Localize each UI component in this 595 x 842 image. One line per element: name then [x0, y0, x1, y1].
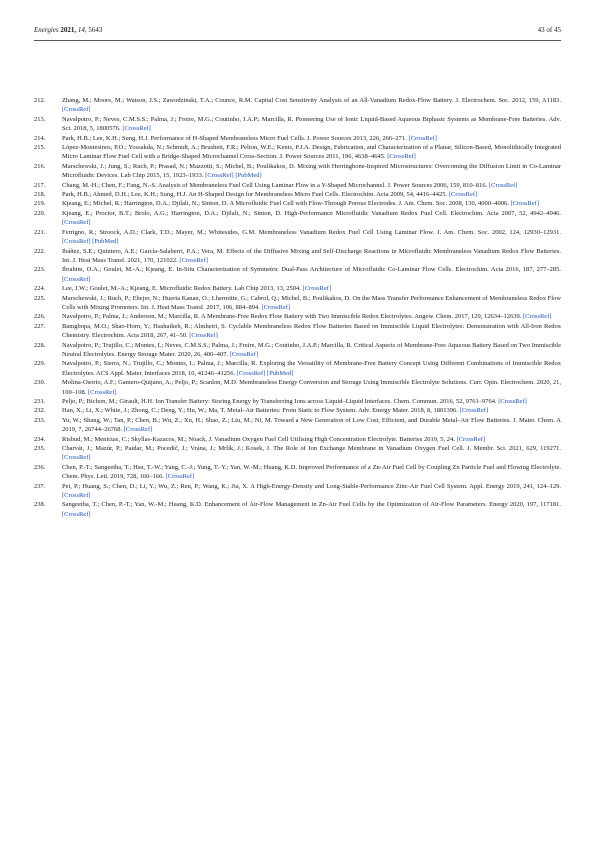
- reference-item: [34, 359, 561, 378]
- reference-text: Molina-Osorio, A.F.; Gamero-Quijano, A.; Peljo, P.; Scanlon, M.D. Membraneless Energy Conversion and Storage Using Immiscible Electrolyte Solutions. Curr. Opin. Electrochem. 2020, 21, 100–108.: [62, 379, 561, 396]
- reference-text: Ferrigno, R.; Stroock, A.D.; Clark, T.D.; Mayer, M.; Whitesides, G.M. Membraneless Vanadium Redox Fuel Cell Using Laminar Flow. J. Am. Chem. Soc. 2002, 124, 12930–12931.: [62, 228, 561, 236]
- reference-number: 213.: [34, 115, 46, 123]
- reference-number: 234.: [34, 435, 46, 443]
- crossref-link[interactable]: [CrossRef]: [408, 134, 437, 142]
- crossref-link[interactable]: [CrossRef]: [165, 473, 195, 481]
- reference-text: Ibrahim, O.A.; Goulet, M.-A.; Kjeang, E. In-Situ Characterization of Symmetric Dual-Pass Architecture of Microfluidic Co-Laminar Flow Cells. Electrochim. Acta 2016, 187, 277–285.: [62, 266, 561, 274]
- crossref-link[interactable]: [CrossRef]: [229, 350, 259, 358]
- reference-number: 223.: [34, 266, 46, 274]
- crossref-link[interactable]: [CrossRef]: [488, 181, 518, 189]
- reference-item: [34, 435, 561, 444]
- reference-number: 212.: [34, 97, 46, 104]
- reference-number: 219.: [34, 200, 46, 208]
- reference-text: Risbud, M.; Menictas, C.; Skyllas-Kazacos, M.; Noack, J. Vanadium Oxygen Fuel Cell Utilising High Concentration Electrolyte. Batteries 2019, 5, 24.: [62, 435, 455, 443]
- crossref-link[interactable]: [CrossRef]: [261, 303, 291, 311]
- crossref-link[interactable]: [CrossRef]: [459, 407, 489, 415]
- reference-item: [34, 463, 561, 482]
- reference-number: 225.: [34, 294, 46, 302]
- crossref-link[interactable]: [CrossRef]: [523, 313, 552, 321]
- crossref-link[interactable]: [CrossRef]: [62, 219, 91, 227]
- reference-number: 221.: [34, 228, 46, 236]
- reference-number: 231.: [34, 398, 46, 405]
- reference-text: Ibáñez, S.E.; Quintero, A.E.; García-Salaberri, P.A.; Vera, M. Effects of the Diffusive Mixing and Self-Discharge Reactions in Microfluidic Membraneless Vanadium Redox Flow Batteries. Int. J. Heat Mass Transf. 2021, 170, 121022.: [62, 247, 561, 264]
- reference-item: [34, 378, 561, 397]
- journal-name: Energies: [34, 26, 59, 34]
- crossref-link[interactable]: [CrossRef]: [62, 238, 91, 246]
- crossref-link[interactable]: [CrossRef]: [123, 426, 153, 434]
- journal-citation: [34, 24, 102, 36]
- reference-item: [34, 96, 561, 115]
- pubmed-link[interactable]: [PubMed]: [235, 172, 262, 180]
- reference-number: 222.: [34, 247, 46, 255]
- crossref-link[interactable]: [CrossRef]: [62, 492, 91, 500]
- crossref-link[interactable]: [CrossRef]: [62, 106, 91, 114]
- reference-item: [34, 228, 561, 247]
- crossref-link[interactable]: [CrossRef]: [62, 454, 91, 462]
- reference-text: Zhang, M.; Moore, M.; Watson, J.S.; Zawodzinski, T.A.; Counce, R.M. Capital Cost Sensitivity Analysis of an All-Vanadium Redox-Flow Battery. J. Electrochem. Soc. 2012, 159, A1183.: [62, 97, 561, 104]
- reference-text: Marschewski, J.; Jung, S.; Ruch, P.; Prasad, N.; Mazzotti, S.; Michel, B.; Poulikakos, D. Mixing with Herringbone-Inspired Microstructures: Overcoming the Diffusion Limit in Co-Laminar Microfluidic Devices. Lab Chip 2015, 15, 1923–1933.: [62, 162, 561, 180]
- reference-item: [34, 190, 561, 199]
- reference-text: Lee, J.W.; Goulet, M.-A.; Kjeang, E. Microfluidic Redox Battery. Lab Chip 2013, 13, 2504.: [62, 285, 301, 293]
- journal-volume: 14,: [77, 26, 87, 34]
- reference-number: 224.: [34, 285, 46, 293]
- reference-number: 229.: [34, 360, 46, 368]
- crossref-link[interactable]: [CrossRef]: [62, 275, 91, 283]
- reference-number: 227.: [34, 322, 46, 330]
- reference-item: [34, 322, 561, 341]
- crossref-link[interactable]: [CrossRef]: [498, 398, 527, 405]
- crossref-link[interactable]: [CrossRef]: [236, 369, 266, 377]
- reference-item: [34, 341, 561, 360]
- crossref-link[interactable]: [CrossRef]: [510, 200, 539, 208]
- reference-number: 237.: [34, 482, 46, 490]
- header-rule: [34, 40, 561, 41]
- reference-text: Navalpotro, P.; Sierra, N.; Trujillo, C.; Montes, I.; Palma, J.; Marcilla, R. Exploring the Versatility of Membrane-Free Battery Concept Using Different Combinations of Immiscible Redox Electrolytes. ACS Appl. Mater. Interfaces 2018, 10, 41246–41256.: [62, 360, 561, 377]
- reference-number: 230.: [34, 379, 46, 387]
- crossref-link[interactable]: [CrossRef]: [122, 125, 151, 133]
- reference-text: Pei, P.; Huang, S.; Chen, D.; Li, Y.; Wu, Z.; Ren, P.; Wang, K.; Jia, X. A High-Energy-Density and Long-Stable-Performance Zinc-Air Fuel Cell System. Appl. Energy 2019, 241, 124–129.: [62, 482, 561, 490]
- reference-text: Park, H.B.; Lee, K.H.; Sung, H.J. Performance of H-Shaped Membraneless Micro Fuel Cells. J. Power Sources 2013, 226, 266–271.: [62, 134, 407, 142]
- reference-item: [34, 312, 561, 321]
- reference-text: Navalpotro, P.; Palma, J.; Anderson, M.; Marcilla, R. A Membrane-Free Redox Flow Battery with Two Immiscible Redox Electrolytes. Angew. Chem. 2017, 129, 12634–12639.: [62, 313, 522, 321]
- crossref-link[interactable]: [CrossRef]: [179, 256, 208, 264]
- reference-number: 233.: [34, 416, 46, 424]
- pubmed-link[interactable]: [PubMed]: [266, 369, 294, 377]
- crossref-link[interactable]: [CrossRef]: [302, 285, 332, 293]
- reference-list: [34, 96, 561, 519]
- reference-item: [34, 162, 561, 181]
- crossref-link[interactable]: [CrossRef]: [205, 172, 234, 180]
- reference-text: Navalpotro, P.; Neves, C.M.S.S.; Palma, J.; Freire, M.G.; Coutinho, J.A.P.; Marcilla, R. Pioneering Use of Ionic Liquid-Based Aqueous Biphasic Systems as Membrane-Free Batteries. Adv. Sci. 2018, 5, 1800576.: [62, 115, 561, 133]
- reference-text: López-Montesinos, P.O.; Yossakda, N.; Schmidt, A.; Brushett, F.R.; Pelton, W.E.; Kenis, P.J.A. Design, Fabrication, and Characterization of a Planar, Silicon-Based, Monolithically Integrated Micro Laminar Flow Fuel Cell with a Bridge-Shaped Microchannel Cross-Section. J. Power Sources 2011, 196, 4638–4645.: [62, 144, 561, 161]
- reference-number: 235.: [34, 445, 46, 453]
- reference-item: [34, 199, 561, 208]
- reference-text: Park, H.B.; Ahmed, D.H.; Lee, K.H.; Sung, H.J. An H-Shaped Design for Membraneless Micro Fuel Cells. Electrochim. Acta 2009, 54, 4416–4425.: [62, 191, 448, 199]
- reference-item: [34, 134, 561, 143]
- reference-number: 217.: [34, 181, 46, 189]
- reference-number: 226.: [34, 313, 46, 321]
- reference-item: [34, 115, 561, 134]
- page-number: 43 of 45: [537, 26, 561, 34]
- crossref-link[interactable]: [CrossRef]: [456, 435, 486, 443]
- pubmed-link[interactable]: [PubMed]: [92, 238, 119, 246]
- reference-text: Peljo, P.; Bichon, M.; Girault, H.H. Ion Transfer Battery: Storing Energy by Transferring Ions across Liquid–Liquid Interfaces. Chem. Commun. 2016, 52, 9761–9764.: [62, 398, 497, 405]
- reference-number: 220.: [34, 209, 46, 217]
- reference-text: Navalpotro, P.; Trujillo, C.; Montes, I.; Neves, C.M.S.S.; Palma, J.; Freire, M.G.; Coutinho, J.A.P.; Marcilla, R. Critical Aspects of Membrane-Free Aqueous Battery Based on Two Immiscible Neutral Electrolytes. Energy Storage Mater. 2020, 26, 400–407.: [62, 341, 561, 358]
- reference-text: Bamgbopa, M.O.; Shao-Horn, Y.; Hashaikeh, R.; Almheiri, S. Cyclable Membraneless Redox Flow Batteries Based on Immiscible Liquid Electrolytes: Demonstration with All-Iron Redox Chemistry. Electrochim. Acta 2018, 267, 41–50.: [62, 322, 561, 340]
- reference-number: 236.: [34, 463, 46, 471]
- crossref-link[interactable]: [CrossRef]: [62, 510, 91, 518]
- reference-item: [34, 406, 561, 415]
- article-number: 5643: [88, 26, 103, 34]
- crossref-link[interactable]: [CrossRef]: [448, 191, 478, 199]
- reference-text: Kjeang, E.; Michel, R.; Harrington, D.A.; Djilali, N.; Sinton, D. A Microfluidic Fuel Cell with Flow-Through Porous Electrodes. J. Am. Chem. Soc. 2008, 130, 4000–4006.: [62, 200, 509, 208]
- crossref-link[interactable]: [CrossRef]: [88, 388, 117, 396]
- reference-item: [34, 416, 561, 435]
- reference-item: [34, 500, 561, 519]
- crossref-link[interactable]: [CrossRef]: [387, 153, 416, 161]
- reference-item: [34, 294, 561, 313]
- crossref-link[interactable]: [CrossRef]: [189, 332, 218, 340]
- reference-text: Marschewski, J.; Ruch, P.; Ebejer, N.; Huerta Kanan, O.; Lhermitte, G.; Cabrol, Q.; Michel, B.; Poulikakos, D. On the Mass Transfer Performance Enhancement of Membraneless Redox Flow Cells with Mixing Promoters. Int. J. Heat Mass Transf. 2017, 106, 884–894.: [62, 294, 561, 311]
- reference-text: Han, X.; Li, X.; White, J.; Zhong, C.; Deng, Y.; Hu, W.; Ma, T. Metal–Air Batteries: From Static to Flow System. Adv. Energy Mater. 2018, 8, 1801396.: [62, 407, 458, 415]
- reference-number: 228.: [34, 341, 46, 349]
- reference-item: [34, 482, 561, 501]
- reference-item: [34, 444, 561, 463]
- reference-number: 214.: [34, 134, 46, 142]
- reference-text: Chang, M.-H.; Chen, F.; Fang, N.-S. Analysis of Membraneless Fuel Cell Using Laminar Flow in a Y-Shaped Microchannel. J. Power Sources 2006, 159, 810–816.: [62, 181, 488, 189]
- reference-number: 218.: [34, 191, 46, 199]
- journal-year: 2021,: [60, 26, 77, 34]
- reference-text: Yu, W.; Shang, W.; Tan, P.; Chen, B.; Wu, Z.; Xu, H.; Shao, Z.; Liu, M.; Ni, M. Toward a New Generation of Low Cost, Efficient, and Durable Metal–Air Flow Batteries. J. Mater. Chem. A 2019, 7, 26744–26768.: [62, 416, 561, 434]
- reference-item: [34, 397, 561, 406]
- reference-text: Charvát, J.; Mazúr, P.; Paidar, M.; Pocedič, J.; Vrána, J.; Mrlík, J.; Kosek, J. The Role of Ion Exchange Membrane in Vanadium Oxygen Fuel Cell. J. Membr. Sci. 2021, 629, 119271.: [62, 445, 561, 453]
- reference-item: [34, 265, 561, 284]
- reference-item: [34, 284, 561, 293]
- reference-number: 232.: [34, 407, 46, 415]
- reference-number: 216.: [34, 162, 46, 170]
- reference-text: Kjeang, E.; Proctor, B.T.; Brolo, A.G.; Harrington, D.A.; Djilali, N.; Sinton, D. High-Performance Microfluidic Vanadium Redox Fuel Cell. Electrochim. Acta 2007, 52, 4942–4946.: [62, 209, 561, 217]
- reference-item: [34, 209, 561, 228]
- reference-item: [34, 247, 561, 266]
- reference-item: [34, 181, 561, 190]
- reference-number: 238.: [34, 501, 46, 509]
- reference-text: Sangeetha, T.; Chen, P.-T.; Yan, W.-M.; Huang, K.D. Enhancement of Air-Flow Management in Zn-Air Fuel Cells by the Optimization of Air-Flow Parameters. Energy 2020, 197, 117181.: [62, 501, 561, 509]
- reference-text: Chen, P.-T.; Sangeetha, T.; Hsu, T.-W.; Yang, C.-J.; Yung, T.-Y.; Yan, W.-M.; Huang, K.D. Improved Performance of a Zn-Air Fuel Cell by Coupling Zn Particle Fuel and Flowing Electrolyte. Chem. Phys. Lett. 2019, 728, 160–166.: [62, 463, 561, 481]
- page-header: [34, 24, 561, 36]
- reference-number: 215.: [34, 144, 46, 152]
- reference-item: [34, 143, 561, 162]
